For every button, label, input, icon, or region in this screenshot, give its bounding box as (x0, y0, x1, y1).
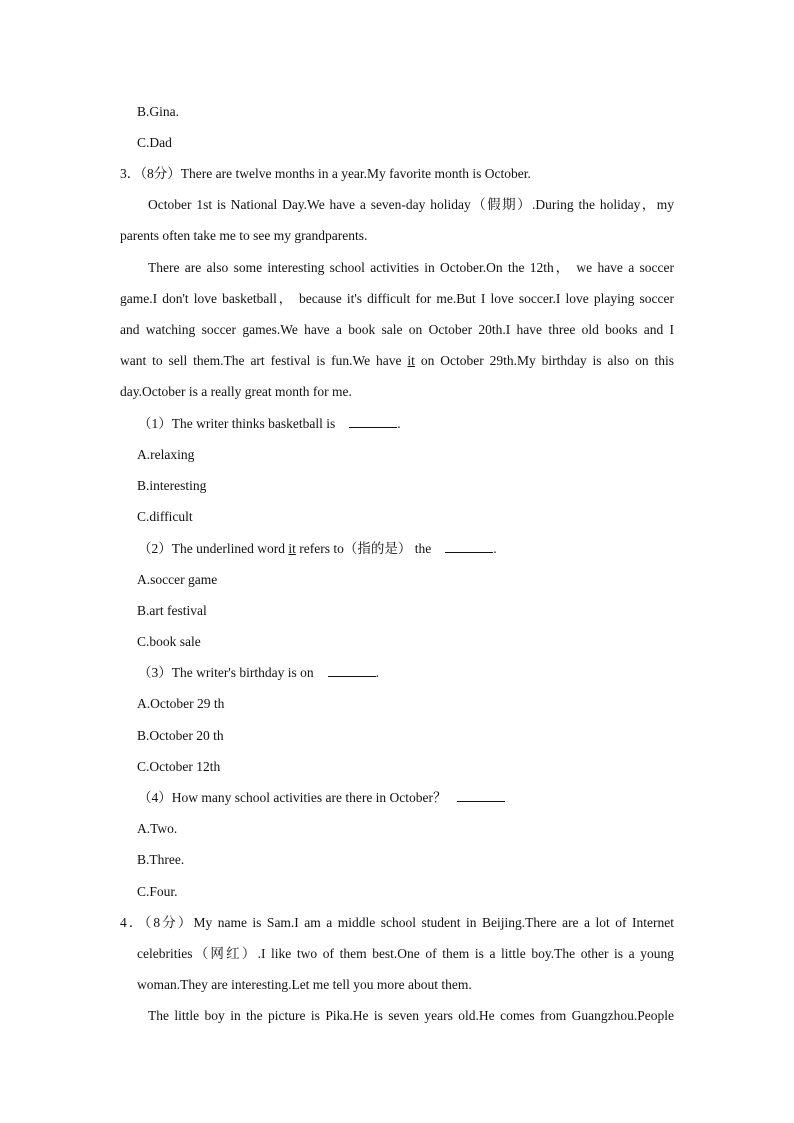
option-c: C.book sale (137, 634, 201, 649)
option-b: B.art festival (137, 603, 207, 618)
question-stem: （1）The writer thinks basketball is (138, 416, 336, 431)
q3-passage-line: parents often take me to see my grandparents. (120, 228, 368, 243)
text-run: want to sell them.The art festival is fun.We have (120, 353, 408, 368)
q4-passage-line: celebrities（网红）.I like two of them best.One of them is a little boy.The other is a young (137, 946, 674, 961)
answer-blank[interactable] (349, 415, 397, 428)
option-a: A.Two. (137, 821, 178, 836)
q3-passage-line: There are also some interesting school activities in October.On the 12th， we have a soccer (148, 260, 674, 275)
answer-blank[interactable] (445, 540, 493, 553)
stem-end: . (397, 416, 401, 431)
question-stem: （3）The writer's birthday is on (138, 665, 314, 680)
text-run: refers to（指的是） the (295, 541, 432, 556)
q3-passage-line (120, 352, 674, 370)
q3-subquestion-2 (138, 540, 497, 558)
underlined-word: it (288, 541, 296, 556)
q3-passage-line: and watching soccer games.We have a book sale on October 20th.I have three old books and I (120, 322, 674, 337)
q3-subquestion-1 (138, 415, 401, 433)
q3-passage-line: day.October is a really great month for me. (120, 384, 352, 399)
stem-end: . (375, 665, 380, 680)
underlined-word: it (407, 353, 415, 368)
text-run: （2）The underlined word (138, 541, 289, 556)
option-a: A.soccer game (137, 572, 218, 587)
option-b: B.interesting (137, 478, 207, 493)
q2-option-b: B.Gina. (137, 104, 179, 119)
stem-end: . (493, 541, 497, 556)
q3-passage-line: game.I don't love basketball， because it's difficult for me.But I love soccer.I love playing soccer (120, 291, 674, 306)
answer-blank[interactable] (457, 789, 505, 802)
q4-passage-line: The little boy in the picture is Pika.He is seven years old.He comes from Guangzhou.People (148, 1008, 674, 1023)
q3-subquestion-3 (138, 664, 379, 682)
option-a: A.October 29 th (137, 696, 225, 711)
q3-header: 3．（8分）There are twelve months in a year.My favorite month is October. (120, 166, 531, 181)
q3-passage-line: October 1st is National Day.We have a seven‐day holiday（假期）.During the holiday，my (148, 197, 674, 212)
option-c: C.difficult (137, 509, 193, 524)
option-b: B.October 20 th (137, 728, 224, 743)
q4-passage-line: woman.They are interesting.Let me tell you more about them. (137, 977, 472, 992)
question-stem: （4）How many school activities are there in October？ (138, 790, 447, 805)
answer-blank[interactable] (328, 664, 376, 677)
text-run: on October 29th.My birthday is also on this (414, 353, 674, 368)
option-c: C.Four. (137, 884, 178, 899)
q3-subquestion-4 (138, 789, 505, 807)
option-a: A.relaxing (137, 447, 195, 462)
option-b: B.Three. (137, 852, 185, 867)
option-c: C.October 12th (137, 759, 221, 774)
q2-option-c: C.Dad (137, 135, 172, 150)
q4-header: 4．（8分）My name is Sam.I am a middle school student in Beijing.There are a lot of Internet (120, 915, 674, 930)
